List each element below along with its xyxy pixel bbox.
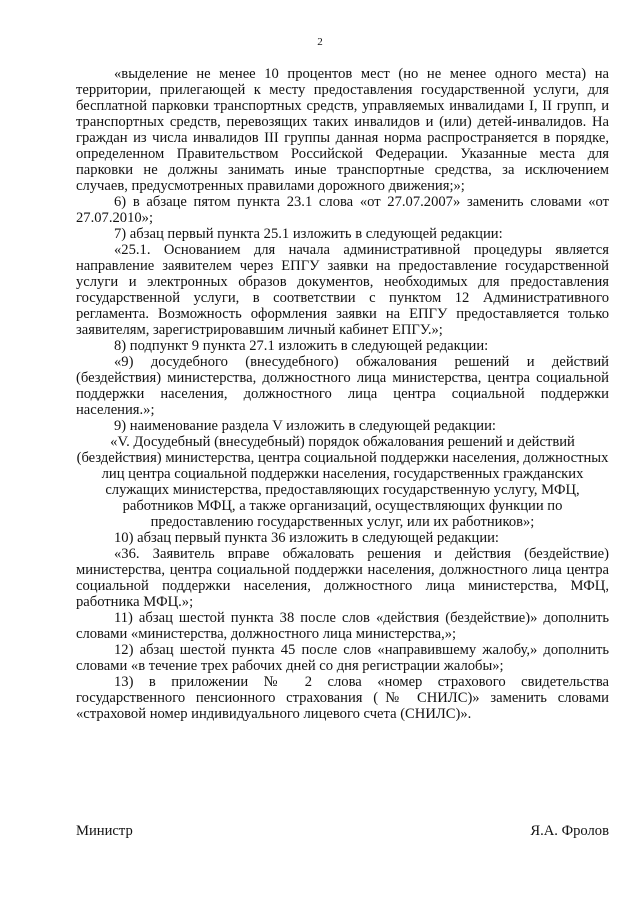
paragraph: «25.1. Основанием для начала административной процедуры является направление заявителем через ЕПГУ заявки на предоставление государственной услуги и электронных образов документов, необходимых для предоставления государственной услуги, в соответствии с пунктом 12 Административного регламента. Возможность оформления заявки на ЕПГУ предоставляется только заявителям, зарегистрировавшим личный кабинет ЕПГУ.»; [76, 242, 609, 338]
paragraph: 8) подпункт 9 пункта 27.1 изложить в следующей редакции: [114, 338, 489, 354]
paragraph: 11) абзац шестой пункта 38 после слов «действия (бездействие)» дополнить словами «министерства, должностного лица министерства,»; [76, 610, 609, 642]
section-heading: «V. Досудебный (внесудебный) порядок обжалования решений и действий (бездействия) министерства, центра социальной поддержки населения, должностных лиц центра социальной поддержки населения, государственных гражданских служащих министерства, предоставляющих государственную услугу, МФЦ, работников МФЦ, а также организаций, осуществляющих функции по предоставлению государственных услуг, или их работников»; [76, 434, 609, 530]
signature-block [76, 823, 609, 839]
signatory-position: Министр [76, 823, 133, 839]
paragraph: «36. Заявитель вправе обжаловать решения и действия (бездействие) министерства, центра социальной поддержки населения, должностного лица центра социальной поддержки населения, должностного лица министерства, МФЦ, работника МФЦ.»; [76, 546, 609, 610]
paragraph: «выделение не менее 10 процентов мест (но не менее одного места) на территории, прилегающей к месту предоставления государственной услуги, для бесплатной парковки транспортных средств, управляемых инвалидами I, II групп, и транспортных средств, перевозящих таких инвалидов и (или) детей-инвалидов. На граждан из числа инвалидов III группы данная норма распространяется в порядке, определенном Правительством Российской Федерации. Указанные места для парковки не должны занимать иные транспортные средства, за исключением случаев, предусмотренных правилами дорожного движения;»; [76, 66, 609, 194]
paragraph: 9) наименование раздела V изложить в следующей редакции: [114, 418, 496, 434]
paragraph: «9) досудебного (внесудебного) обжалования решений и действий (бездействия) министерства, должностного лица министерства, центра социальной поддержки населения, должностного лица центра социальной поддержки населения.»; [76, 354, 609, 418]
page-number: 2 [317, 36, 323, 48]
paragraph: 6) в абзаце пятом пункта 23.1 слова «от 27.07.2007» заменить словами «от 27.07.2010»; [76, 194, 609, 226]
paragraph: 7) абзац первый пункта 25.1 изложить в следующей редакции: [114, 226, 503, 242]
paragraph: 13) в приложении № 2 слова «номер страхового свидетельства государственного пенсионного страхования (№ СНИЛС)» заменить словами «страховой номер индивидуального лицевого счета (СНИЛС)». [76, 674, 609, 722]
document-body [76, 66, 609, 722]
paragraph: 12) абзац шестой пункта 45 после слов «направившему жалобу,» дополнить словами «в течение трех рабочих дней со дня регистрации жалобы»; [76, 642, 609, 674]
signatory-name: Я.А. Фролов [530, 823, 609, 839]
paragraph: 10) абзац первый пункта 36 изложить в следующей редакции: [114, 530, 499, 546]
